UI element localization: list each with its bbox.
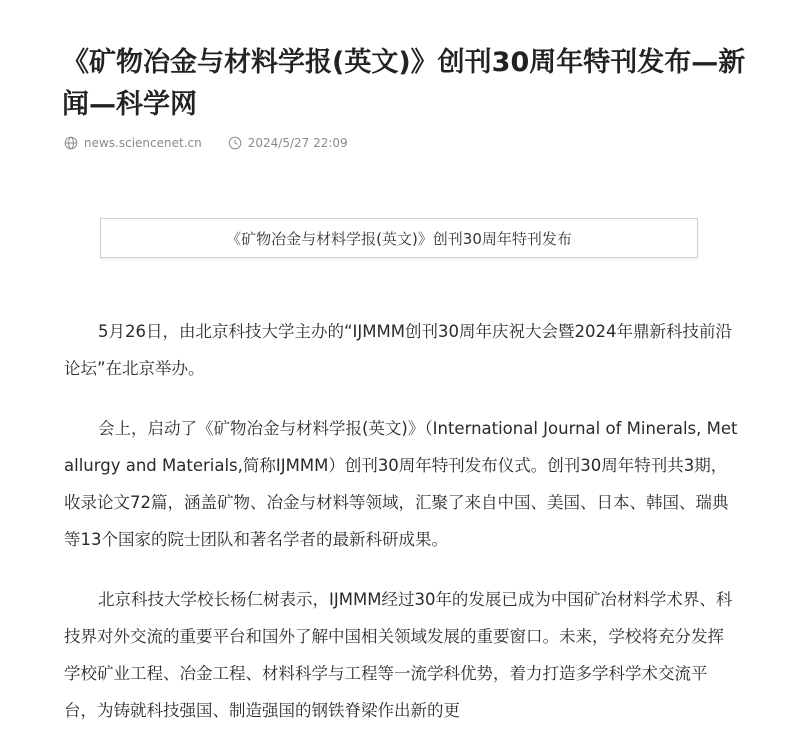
image-caption-box: 《矿物冶金与材料学报(英文)》创刊30周年特刊发布 [100, 218, 698, 258]
source-text[interactable]: news.sciencenet.cn [84, 136, 202, 150]
article-paragraph: 5月26日，由北京科技大学主办的“IJMMM创刊30周年庆祝大会暨2024年鼎新科技前沿论坛”在北京举办。 [64, 322, 732, 378]
source-meta[interactable] [64, 136, 202, 150]
datetime-text: 2024/5/27 22:09 [247, 136, 348, 150]
article-meta [64, 133, 374, 153]
article-paragraph: 会上，启动了《矿物冶金与材料学报(英文)》（International Journal of Minerals, Metallurgy and Materials,简称IJMMM）创刊30周年特刊发布仪式。创刊30周年特刊共3期，收录论文72篇，涵盖矿物、冶金与材料等领域，汇聚了来自中国、美国、日本、韩国、瑞典等13个国家的院士团队和著名学者的最新科研成果。 [64, 419, 738, 549]
clock-icon [228, 136, 242, 150]
article-body [64, 313, 738, 742]
time-meta [228, 136, 348, 150]
article-title: 《矿物冶金与材料学报(英文)》创刊30周年特刊发布—新闻—科学网 [62, 47, 746, 120]
globe-icon [64, 136, 78, 150]
article-paragraph: 北京科技大学校长杨仁树表示，IJMMM经过30年的发展已成为中国矿冶材料学术界、科技界对外交流的重要平台和国外了解中国相关领域发展的重要窗口。未来，学校将充分发挥学校矿业工程、冶金工程、材料科学与工程等一流学科优势，着力打造多学科学术交流平台，为铸就科技强国、制造强国的钢铁脊梁作出新的更 [64, 590, 733, 720]
